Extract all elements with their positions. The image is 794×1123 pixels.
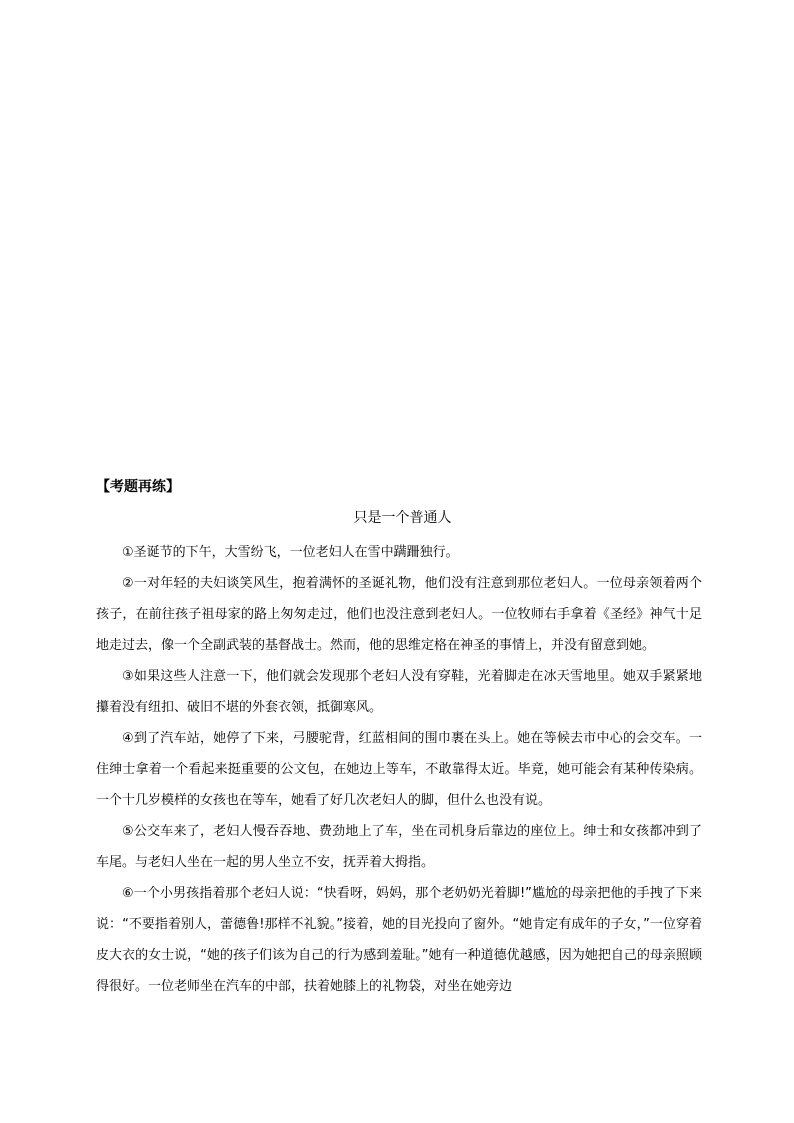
article-body <box>96 537 702 1002</box>
paragraph-1: ①圣诞节的下午，大雪纷飞，一位老妇人在雪中蹒跚独行。 <box>122 545 459 560</box>
article-title: 只是一个普通人 <box>353 510 452 526</box>
paragraph-3: ③如果这些人注意一下，他们就会发现那个老妇人没有穿鞋，光着脚走在冰天雪地里。她双手紧紧地攥着没有纽扣、破旧不堪的外套衣领，抵御寒风。 <box>96 669 702 715</box>
paragraph-6: ⑥一个小男孩指着那个老妇人说：“快看呀，妈妈，那个老奶奶光着脚!”尴尬的母亲把他的手拽了下来说：“不要指着别人，蕾德鲁!那样不礼貌。”接着，她的目光投向了窗外。“她肯定有成年的子女，”一位穿着皮大衣的女士说，“她的孩子们该为自己的行为感到羞耻。”她有一种道德优越感，因为她把自己的母亲照顾得很好。一位老师坐在汽车的中部，扶着她膝上的礼物袋，对坐在她旁边 <box>96 886 702 994</box>
paragraph-4: ④到了汽车站，她停了下来，弓腰驼背，红蓝相间的围巾裹在头上。她在等候去市中心的会交车。一住绅士拿着一个看起来挺重要的公文包，在她边上等车，不敢靠得太近。毕竟，她可能会有某种传染病。一个十几岁模样的女孩也在等车，她看了好几次老妇人的脚，但什么也没有说。 <box>96 731 702 808</box>
paragraph-2: ②一对年轻的夫妇谈笑风生，抱着满怀的圣诞礼物，他们没有注意到那位老妇人。一位母亲领着两个孩子，在前往孩子祖母家的路上匆匆走过，他们也没注意到老妇人。一位牧师右手拿着《圣经》神气十足地走过去，像一个全副武装的基督战士。然而，他的思维定格在神圣的事情上，并没有留意到她。 <box>96 576 702 653</box>
section-header: 【考题再练】 <box>96 479 180 495</box>
paragraph-5: ⑤公交车来了，老妇人慢吞吞地、费劲地上了车，坐在司机身后靠边的座位上。绅士和女孩都冲到了车尾。与老妇人坐在一起的男人坐立不安，抚弄着大拇指。 <box>96 824 702 870</box>
